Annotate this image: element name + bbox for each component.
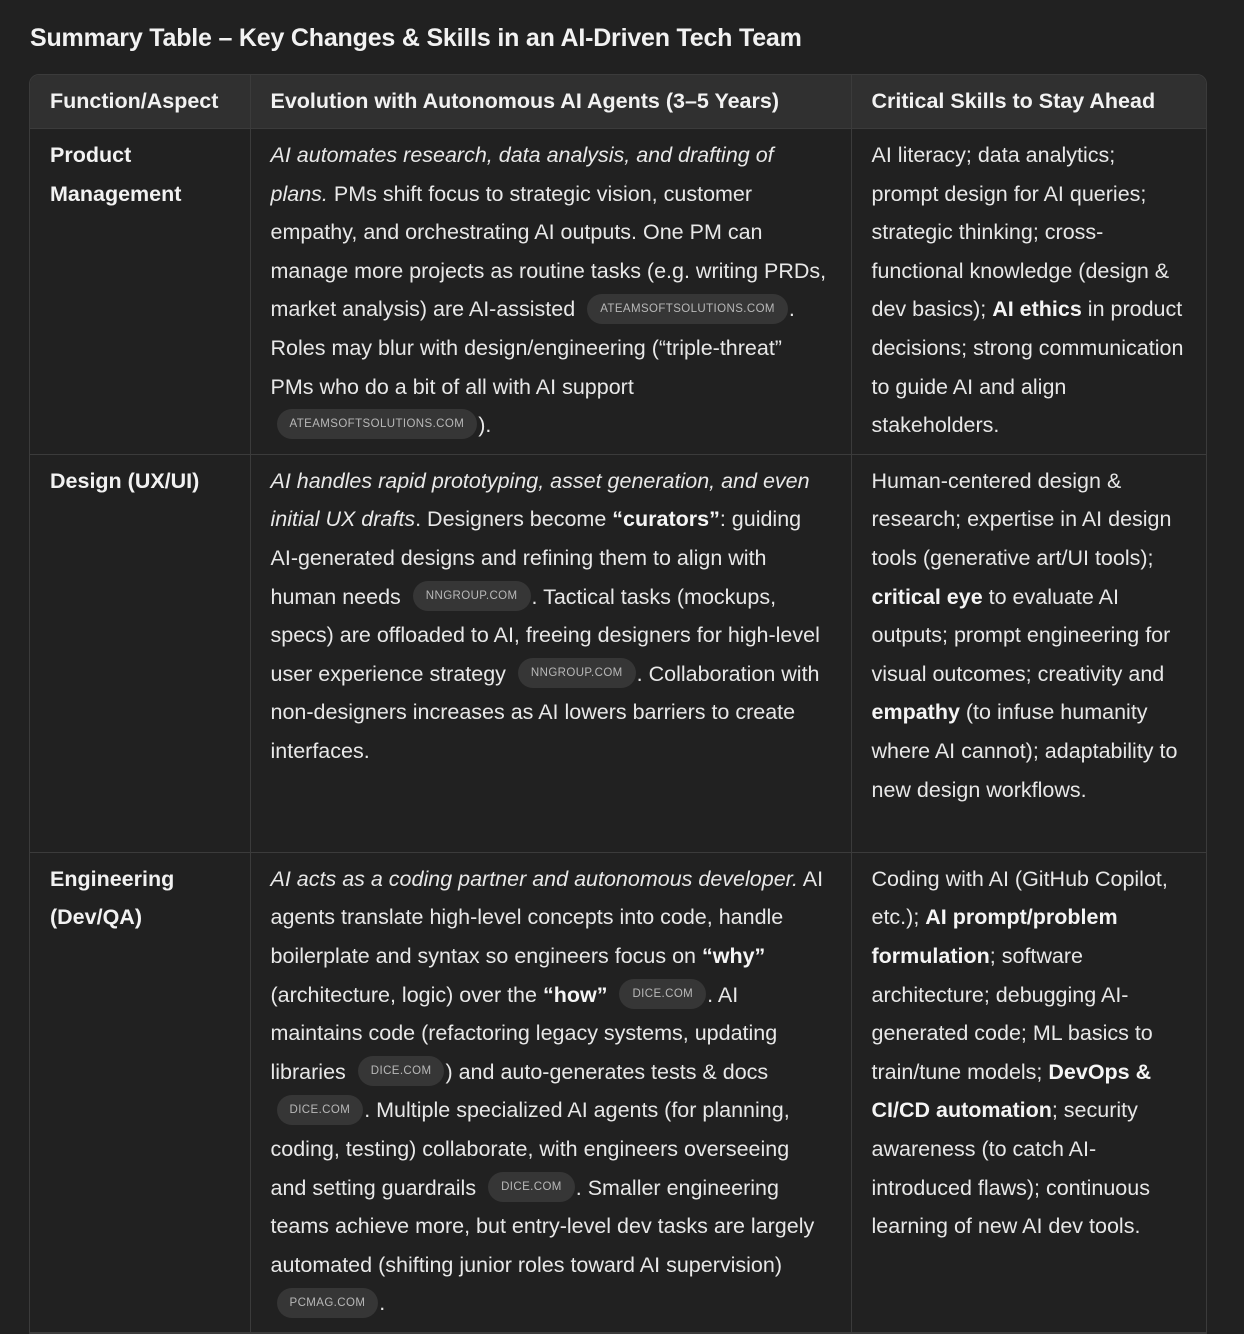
evolution-text: . Collaboration with non-designers increases as AI lowers barriers to create interfaces.: [270, 661, 820, 763]
evolution-text: : guiding AI-generated designs and refining them to align with human needs: [270, 507, 802, 609]
evolution-text: . Tactical tasks (mockups, specs) are offloaded to AI, freeing designers for high-level user experience strategy: [270, 584, 820, 686]
table-row: [30, 852, 1206, 1332]
evolution-text: ) and auto-generates tests & docs: [445, 1059, 769, 1084]
evolution-highlight: “why”: [701, 943, 766, 968]
evolution-text: . Smaller engineering teams achieve more, but entry-level dev tasks are largely automated (shifting junior roles toward AI supervision): [270, 1175, 815, 1277]
evolution-cell: [250, 129, 851, 455]
evolution-text: . Roles may blur with design/engineering (“triple-threat” PMs who do a bit of all with AI support: [270, 297, 795, 399]
evolution-text: . AI maintains code (refactoring legacy systems, updating libraries: [270, 982, 778, 1084]
skills-highlight: AI prompt/problem formulation: [871, 905, 1118, 968]
summary-table: [29, 74, 1207, 1334]
skills-text: to evaluate AI outputs; prompt engineering for visual outcomes; creativity and: [871, 584, 1171, 686]
evolution-lead: AI handles rapid prototyping, asset generation, and even initial UX drafts: [270, 468, 810, 532]
skills-text: Coding with AI (GitHub Copilot, etc.);: [871, 866, 1168, 930]
evolution-lead: AI acts as a coding partner and autonomous developer.: [270, 866, 798, 891]
source-citation[interactable]: PCMAG.COM: [277, 1288, 379, 1318]
skills-cell: [851, 454, 1206, 852]
header-skills: Critical Skills to Stay Ahead: [851, 75, 1206, 129]
evolution-text: .: [379, 1291, 386, 1316]
table-header-row: [30, 75, 1206, 129]
evolution-text: . Multiple specialized AI agents (for planning, coding, testing) collaborate, with engineers overseeing and setting guardrails: [270, 1098, 790, 1200]
skills-highlight: critical eye: [871, 584, 983, 609]
table-row: [30, 454, 1206, 852]
page-title: Summary Table – Key Changes & Skills in an AI-Driven Tech Team: [30, 24, 802, 52]
skills-highlight: DevOps & CI/CD automation: [871, 1059, 1152, 1123]
evolution-highlight: “how”: [542, 982, 608, 1007]
source-citation[interactable]: ATEAMSOFTSOLUTIONS.COM: [277, 409, 478, 439]
source-citation[interactable]: ATEAMSOFTSOLUTIONS.COM: [587, 294, 788, 324]
skills-highlight: empathy: [871, 700, 960, 725]
header-evolution: Evolution with Autonomous AI Agents (3–5 Years): [250, 75, 851, 129]
header-function: Function/Aspect: [30, 75, 250, 129]
skills-text: ; software architecture; debugging AI-generated code; ML basics to train/tune models;: [871, 943, 1153, 1084]
skills-text: AI literacy; data analytics; prompt design for AI queries; strategic thinking; cross-functional knowledge (design & dev basics);: [871, 143, 1170, 322]
source-citation[interactable]: DICE.COM: [619, 979, 706, 1009]
evolution-text: . Designers become: [415, 507, 613, 532]
evolution-cell: [250, 852, 851, 1332]
evolution-lead: AI automates research, data analysis, and drafting of plans.: [270, 143, 774, 206]
evolution-highlight: “curators”: [612, 507, 720, 532]
function-cell: Design (UX/UI): [30, 454, 250, 852]
source-citation[interactable]: DICE.COM: [277, 1095, 364, 1125]
evolution-text: (architecture, logic) over the: [270, 982, 543, 1007]
skills-highlight: AI ethics: [992, 297, 1082, 322]
skills-text: in product decisions; strong communication to guide AI and align stakeholders.: [871, 297, 1184, 438]
evolution-cell: [250, 454, 851, 852]
table-row: [30, 129, 1206, 455]
skills-cell: [851, 129, 1206, 455]
source-citation[interactable]: NNGROUP.COM: [518, 658, 636, 688]
evolution-text: ).: [478, 413, 492, 438]
function-cell: Product Management: [30, 129, 250, 455]
evolution-text: AI agents translate high-level concepts into code, handle boilerplate and syntax so engineers focus on: [270, 866, 824, 968]
skills-text: (to infuse humanity where AI cannot); adaptability to new design workflows.: [871, 700, 1178, 802]
skills-text: Human-centered design & research; expertise in AI design tools (generative art/UI tools);: [871, 468, 1172, 570]
evolution-text: PMs shift focus to strategic vision, customer empathy, and orchestrating AI outputs. One PM can manage more projects as routine tasks (e.g. writing PRDs, market analysis) are AI-assisted: [270, 181, 827, 322]
function-cell: Engineering (Dev/QA): [30, 852, 250, 1332]
source-citation[interactable]: NNGROUP.COM: [413, 581, 531, 611]
source-citation[interactable]: DICE.COM: [488, 1172, 575, 1202]
skills-text: ; security awareness (to catch AI-introduced flaws); continuous learning of new AI dev tools.: [871, 1098, 1150, 1239]
skills-cell: [851, 852, 1206, 1332]
source-citation[interactable]: DICE.COM: [358, 1056, 445, 1086]
